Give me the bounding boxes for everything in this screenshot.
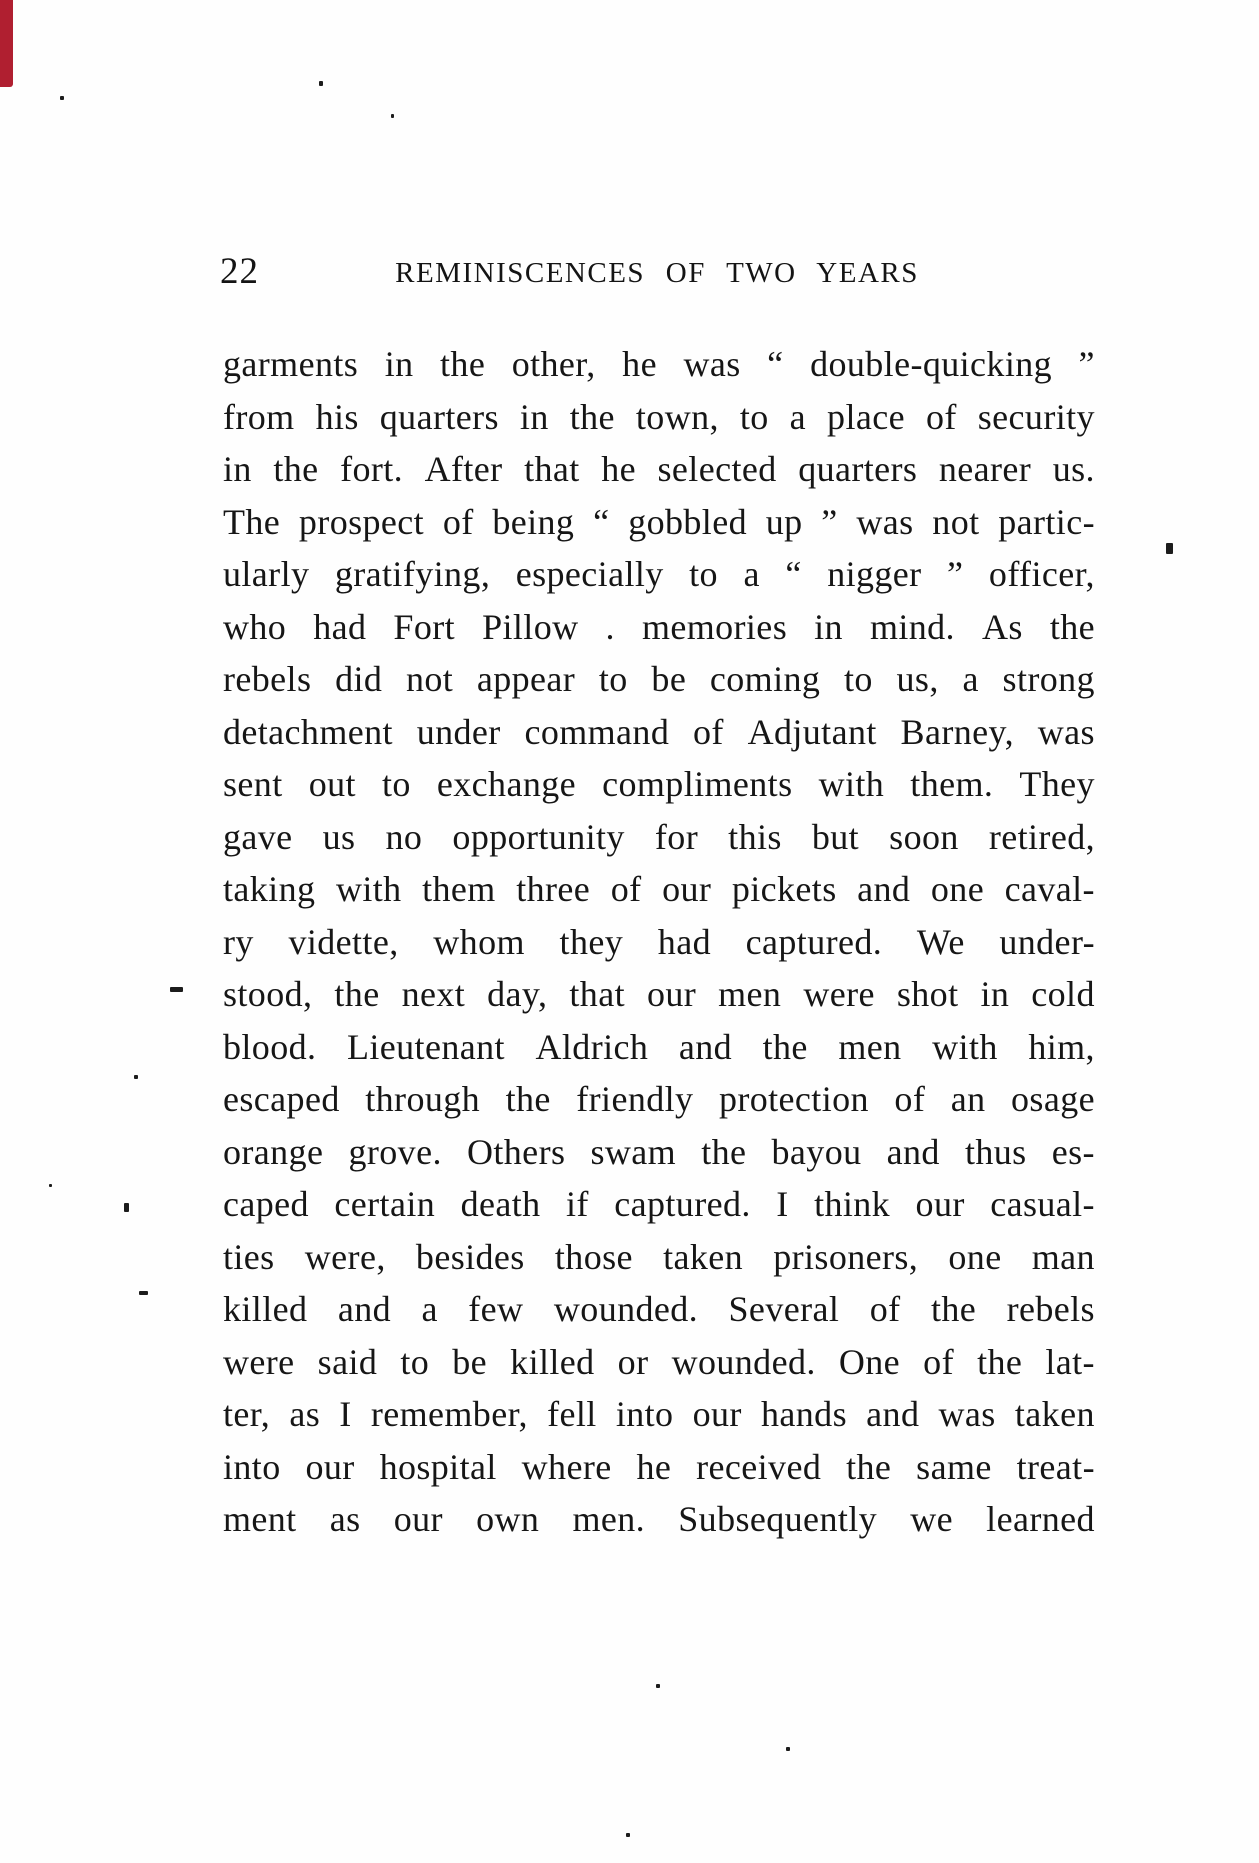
word: besides	[415, 1236, 525, 1277]
word: in	[519, 396, 549, 437]
word: After	[424, 449, 503, 489]
word: soon	[889, 816, 959, 857]
word: or	[617, 1341, 649, 1382]
word: “	[593, 501, 610, 542]
word: killed	[223, 1289, 308, 1329]
text-line	[223, 1178, 1095, 1231]
word: to	[739, 396, 769, 437]
word: They	[1019, 764, 1095, 804]
word: under-	[999, 921, 1095, 962]
page-number: 22	[220, 251, 259, 292]
word: had	[313, 606, 367, 647]
word: our	[692, 1394, 742, 1434]
scan-speck	[786, 1747, 790, 1751]
word: was	[1037, 711, 1095, 752]
word: of	[923, 1341, 954, 1382]
word: and	[678, 1026, 733, 1067]
text-line	[223, 1073, 1095, 1126]
word: he	[636, 1446, 672, 1487]
word: next	[401, 974, 466, 1014]
word: Lieutenant	[346, 1026, 505, 1067]
text-line	[223, 758, 1095, 811]
word: said	[317, 1341, 378, 1382]
word: and	[866, 1394, 920, 1434]
word: were,	[304, 1236, 386, 1277]
word: men	[838, 1026, 902, 1067]
word: the	[846, 1446, 892, 1487]
word: appear	[476, 659, 576, 699]
word: taken	[1014, 1394, 1095, 1434]
word: ter,	[223, 1394, 271, 1434]
word: think	[814, 1184, 891, 1224]
text-line	[223, 1441, 1095, 1494]
word: exchange	[436, 764, 577, 804]
word: treat-	[1016, 1446, 1095, 1487]
word: be	[452, 1341, 488, 1382]
word: prospect	[298, 501, 425, 542]
text-line	[223, 1126, 1095, 1179]
word: the	[762, 1026, 808, 1067]
word: caval-	[1004, 869, 1095, 909]
text-line	[223, 548, 1095, 601]
word: I	[776, 1184, 789, 1224]
word: the	[930, 1289, 977, 1329]
word: those	[554, 1236, 633, 1277]
scan-speck	[49, 1184, 52, 1187]
word: pickets	[731, 869, 837, 909]
word: the	[701, 1131, 747, 1172]
word: the	[273, 449, 319, 489]
word: grove.	[348, 1131, 442, 1172]
word: Others	[466, 1131, 566, 1172]
word: a	[743, 554, 760, 594]
word: that	[569, 974, 625, 1014]
word: orange	[223, 1131, 324, 1172]
word: in	[223, 449, 252, 489]
word: other,	[511, 344, 596, 384]
word: through	[365, 1079, 481, 1119]
word: command	[524, 711, 670, 752]
text-line	[223, 338, 1095, 391]
word: One	[838, 1341, 901, 1382]
word: and	[886, 1131, 940, 1172]
word: memories	[641, 606, 788, 647]
word: same	[916, 1446, 992, 1487]
word: with	[335, 869, 402, 909]
word: ”	[947, 554, 964, 594]
word: our	[305, 1446, 355, 1487]
word: he	[601, 449, 636, 489]
word: of	[869, 1289, 901, 1329]
word: rebels	[223, 659, 312, 699]
word: Adjutant	[747, 711, 877, 752]
word: vidette,	[288, 921, 399, 962]
word: with	[818, 764, 885, 804]
word: being	[492, 501, 575, 542]
word: of	[442, 501, 474, 542]
word: Barney,	[900, 711, 1014, 752]
word: men	[718, 974, 782, 1014]
word: our	[915, 1184, 965, 1224]
text-line	[223, 1021, 1095, 1074]
running-header-title: REMINISCENCES OF TWO YEARS	[395, 257, 919, 289]
word: shot	[896, 974, 959, 1014]
word: cold	[1031, 974, 1095, 1014]
word: of	[925, 396, 957, 437]
word: Several	[728, 1289, 840, 1329]
word: not	[405, 659, 454, 699]
text-line	[223, 1493, 1095, 1546]
word: his	[315, 396, 359, 437]
word: As	[981, 606, 1023, 647]
word: we	[910, 1499, 953, 1539]
word: from	[223, 396, 295, 437]
word: a	[789, 396, 807, 437]
word: quarters	[379, 396, 499, 437]
word: selected	[657, 449, 777, 489]
word: thus	[964, 1131, 1027, 1172]
text-line	[223, 706, 1095, 759]
word: wounded.	[671, 1341, 816, 1382]
word: death	[460, 1184, 541, 1224]
word: strong	[1002, 659, 1095, 699]
scan-speck	[391, 114, 394, 118]
word: under	[416, 711, 501, 752]
word: captured.	[745, 921, 883, 962]
word: in	[384, 344, 414, 384]
word: to	[844, 659, 873, 699]
word: gobbled	[628, 501, 747, 542]
word: ties	[223, 1236, 275, 1277]
word: received	[696, 1446, 822, 1487]
word: the	[440, 344, 486, 384]
word: no	[385, 816, 423, 857]
word: Pillow	[482, 606, 579, 647]
text-line	[223, 863, 1095, 916]
word: with	[932, 1026, 998, 1067]
word: the	[505, 1079, 551, 1119]
word: the	[977, 1341, 1023, 1382]
word: he	[622, 344, 657, 384]
word: out	[308, 764, 356, 804]
scan-speck	[134, 1075, 138, 1079]
word: where	[521, 1446, 612, 1487]
word: “	[785, 554, 802, 594]
scan-artifact-red-binding-mark	[0, 0, 13, 87]
word: of	[894, 1079, 926, 1119]
word: fort.	[340, 449, 404, 489]
word: and	[337, 1289, 392, 1329]
scan-speck	[124, 1203, 129, 1212]
text-line	[223, 811, 1095, 864]
word: captured.	[614, 1184, 751, 1224]
word: few	[468, 1289, 524, 1329]
scan-speck	[626, 1833, 630, 1837]
word: quarters	[798, 449, 918, 489]
word: whom	[433, 921, 525, 962]
word: garments	[223, 344, 359, 384]
word: was	[938, 1394, 996, 1434]
word: officer,	[988, 554, 1095, 594]
word: to	[381, 764, 411, 804]
word: them.	[910, 764, 994, 804]
word: town,	[635, 396, 719, 437]
word: an	[950, 1079, 986, 1119]
word: the	[334, 974, 380, 1014]
text-line	[223, 1336, 1095, 1389]
word: nigger	[827, 554, 922, 594]
word: were	[803, 974, 875, 1014]
word: ”	[1078, 344, 1095, 384]
word: I	[339, 1394, 352, 1434]
word: a	[962, 659, 979, 699]
word: who	[223, 606, 287, 647]
word: Subsequently	[678, 1499, 878, 1539]
word: as	[329, 1499, 361, 1539]
word: es-	[1051, 1131, 1095, 1172]
word: rebels	[1006, 1289, 1095, 1329]
word: for	[654, 816, 699, 857]
text-line	[223, 601, 1095, 654]
word: ry	[223, 921, 254, 962]
text-line	[223, 1388, 1095, 1441]
word: double-quicking	[810, 344, 1053, 384]
body-text	[223, 338, 1095, 1546]
word: one	[930, 869, 985, 909]
word: the	[569, 396, 615, 437]
text-line	[223, 496, 1095, 549]
word: our	[662, 869, 712, 909]
word: blood.	[223, 1026, 317, 1067]
word: the	[1049, 606, 1095, 647]
word: ment	[223, 1499, 297, 1539]
word: caped	[223, 1184, 309, 1224]
word: a	[421, 1289, 438, 1329]
word: compliments	[602, 764, 793, 804]
word: retired,	[988, 816, 1095, 857]
word: gave	[223, 816, 293, 857]
word: especially	[515, 554, 664, 594]
word: fell	[547, 1394, 597, 1434]
word: up	[765, 501, 803, 542]
word: coming	[709, 659, 821, 699]
word: We	[916, 921, 965, 962]
scan-speck	[656, 1684, 660, 1688]
text-line	[223, 1283, 1095, 1336]
word: that	[524, 449, 580, 489]
word: lat-	[1045, 1341, 1095, 1382]
word: were	[223, 1341, 295, 1382]
word: and	[857, 869, 911, 909]
word: security	[977, 396, 1095, 437]
word: him,	[1028, 1026, 1095, 1067]
word: was	[856, 501, 914, 542]
word: detachment	[223, 711, 393, 752]
word: into	[615, 1394, 674, 1434]
text-line	[223, 1231, 1095, 1284]
word: our	[393, 1499, 443, 1539]
word: taking	[223, 869, 316, 909]
word: they	[559, 921, 624, 962]
word: of	[610, 869, 642, 909]
word: mind.	[869, 606, 955, 647]
scan-speck	[139, 1291, 148, 1295]
word: this	[728, 816, 782, 857]
word: be	[651, 659, 687, 699]
word: in	[814, 606, 843, 647]
word: us,	[896, 659, 939, 699]
scan-speck	[170, 987, 183, 992]
text-line	[223, 653, 1095, 706]
word: casual-	[990, 1184, 1095, 1224]
word: certain	[334, 1184, 436, 1224]
word: partic-	[998, 501, 1095, 542]
word: escaped	[223, 1079, 340, 1119]
word: The	[223, 501, 281, 542]
word: did	[335, 659, 383, 699]
word: “	[767, 344, 784, 384]
word: friendly	[576, 1079, 694, 1119]
scan-speck	[60, 96, 64, 100]
word: one	[948, 1236, 1002, 1277]
word: sent	[223, 764, 283, 804]
word: our	[646, 974, 697, 1014]
word: hospital	[379, 1446, 497, 1487]
word: hands	[761, 1394, 847, 1434]
word: to	[598, 659, 628, 699]
word: into	[223, 1446, 281, 1487]
word: three	[516, 869, 591, 909]
word: learned	[986, 1499, 1095, 1539]
word: killed	[510, 1341, 595, 1382]
word: to	[689, 554, 718, 594]
word: us.	[1052, 449, 1095, 489]
word: nearer	[938, 449, 1032, 489]
word: protection	[718, 1079, 869, 1119]
word: Aldrich	[535, 1026, 649, 1067]
text-line	[223, 916, 1095, 969]
word: if	[566, 1184, 589, 1224]
word: wounded.	[553, 1289, 699, 1329]
word: bayou	[771, 1131, 862, 1172]
word: opportunity	[452, 816, 625, 857]
word: had	[657, 921, 711, 962]
text-line	[223, 391, 1095, 444]
word: taken	[663, 1236, 744, 1277]
word: was	[683, 344, 741, 384]
word: remember,	[370, 1394, 528, 1434]
word: ”	[821, 501, 838, 542]
word: gratifying,	[334, 554, 491, 594]
scan-speck	[319, 81, 323, 86]
word: place	[827, 396, 905, 437]
word: own	[476, 1499, 540, 1539]
word: osage	[1011, 1079, 1095, 1119]
word: as	[289, 1394, 321, 1434]
word: in	[980, 974, 1010, 1014]
word: .	[605, 606, 615, 647]
word: prisoners,	[773, 1236, 919, 1277]
word: to	[400, 1341, 430, 1382]
word: stood,	[223, 974, 313, 1014]
text-line	[223, 443, 1095, 496]
word: ularly	[223, 554, 310, 594]
word: day,	[487, 974, 548, 1014]
word: of	[693, 711, 724, 752]
text-line	[223, 968, 1095, 1021]
word: us	[322, 816, 356, 857]
scan-speck	[1166, 543, 1173, 554]
word: men.	[572, 1499, 646, 1539]
word: Fort	[393, 606, 456, 647]
word: man	[1031, 1236, 1095, 1277]
word: but	[811, 816, 860, 857]
word: not	[932, 501, 980, 542]
word: swam	[590, 1131, 677, 1172]
word: them	[422, 869, 496, 909]
